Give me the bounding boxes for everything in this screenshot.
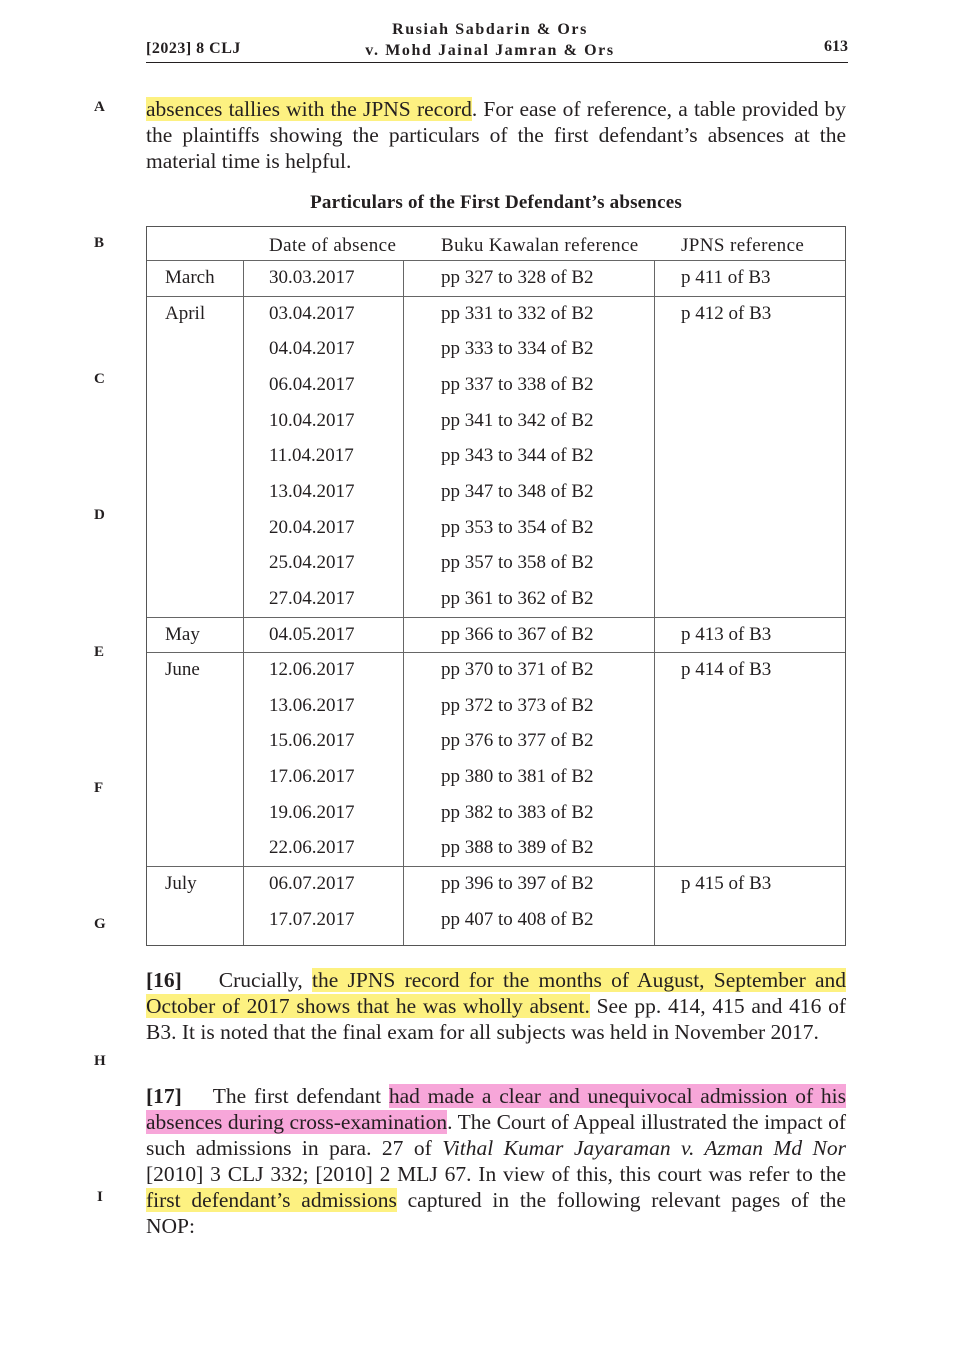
jpns-reference-cell: p 415 of B3 xyxy=(681,873,772,895)
jpns-reference-cell: p 413 of B3 xyxy=(681,623,772,645)
running-header-title-line-1: Rusiah Sabdarin & Ors xyxy=(392,21,588,38)
paragraph-text: captured in the following relevant pages of the NOP: xyxy=(146,1188,846,1238)
date-cell: 27.04.2017 xyxy=(269,587,355,609)
date-cell: 22.06.2017 xyxy=(269,837,355,859)
column-divider xyxy=(654,260,655,945)
buku-kawalan-cell: pp 353 to 354 of B2 xyxy=(441,516,594,538)
paragraph-number: [17] xyxy=(146,1084,182,1108)
paragraph-text: See pp. 414, 415 and 416 of B3. It is noted that the final exam for all subjects was held in November 2017. xyxy=(146,994,846,1044)
date-cell: 04.04.2017 xyxy=(269,338,355,360)
month-group-divider xyxy=(147,652,845,653)
jpns-reference-cell: p 414 of B3 xyxy=(681,659,772,681)
date-cell: 19.06.2017 xyxy=(269,801,355,823)
highlighted-text: the JPNS record for the months of August, September and October of 2017 shows that he was wholly absent. xyxy=(146,968,847,1018)
buku-kawalan-cell: pp 366 to 367 of B2 xyxy=(441,623,594,645)
margin-letter: D xyxy=(94,507,105,523)
column-header-buku-kawalan: Buku Kawalan reference xyxy=(441,235,639,256)
jpns-reference-cell: p 412 of B3 xyxy=(681,302,772,324)
buku-kawalan-cell: pp 396 to 397 of B2 xyxy=(441,873,594,895)
date-cell: 30.03.2017 xyxy=(269,267,355,288)
buku-kawalan-cell: pp 341 to 342 of B2 xyxy=(441,409,594,431)
month-cell: May xyxy=(165,623,200,645)
date-cell: 15.06.2017 xyxy=(269,730,355,752)
margin-letter: C xyxy=(94,371,105,387)
date-cell: 10.04.2017 xyxy=(269,409,355,431)
month-cell: July xyxy=(165,873,197,895)
date-cell: 03.04.2017 xyxy=(269,302,355,324)
date-cell: 20.04.2017 xyxy=(269,516,355,538)
case-name: Vithal Kumar Jayaraman v. Azman Md Nor xyxy=(442,1136,846,1160)
month-cell: June xyxy=(165,659,200,681)
paragraph-text: [2010] 3 CLJ 332; [2010] 2 MLJ 67. In view of this, this court was refer to the xyxy=(146,1162,846,1186)
month-cell: March xyxy=(165,267,215,288)
header-divider xyxy=(147,260,845,261)
margin-letter: A xyxy=(94,99,105,115)
month-group-divider xyxy=(147,296,845,297)
buku-kawalan-cell: pp 407 to 408 of B2 xyxy=(441,908,594,930)
jpns-reference-cell: p 411 of B3 xyxy=(681,267,771,288)
margin-letter: H xyxy=(94,1053,106,1069)
column-divider xyxy=(403,260,404,945)
date-cell: 06.07.2017 xyxy=(269,873,355,895)
intro-paragraph xyxy=(146,96,846,174)
paragraph-text: . The Court of Appeal illustrated the impact of such admissions in para. 27 of xyxy=(146,1110,846,1160)
highlighted-text: absences tallies with the JPNS record xyxy=(146,97,472,121)
absences-table xyxy=(146,226,846,946)
table-title: Particulars of the First Defendant’s absences xyxy=(310,192,682,213)
paragraph-17 xyxy=(146,1083,846,1239)
buku-kawalan-cell: pp 376 to 377 of B2 xyxy=(441,730,594,752)
running-header-title xyxy=(300,19,680,61)
running-header-title-line-2: v. Mohd Jainal Jamran & Ors xyxy=(365,42,615,59)
margin-letter: B xyxy=(94,235,105,251)
buku-kawalan-cell: pp 388 to 389 of B2 xyxy=(441,837,594,859)
date-cell: 17.06.2017 xyxy=(269,766,355,788)
paragraph-text: Crucially, xyxy=(218,968,313,992)
date-cell: 06.04.2017 xyxy=(269,373,355,395)
column-divider xyxy=(243,260,244,945)
month-cell: April xyxy=(165,302,206,324)
paragraph-number: [16] xyxy=(146,968,182,992)
running-header-citation: [2023] 8 CLJ xyxy=(146,40,241,57)
date-cell: 11.04.2017 xyxy=(269,445,354,467)
buku-kawalan-cell: pp 337 to 338 of B2 xyxy=(441,373,594,395)
buku-kawalan-cell: pp 370 to 371 of B2 xyxy=(441,659,594,681)
buku-kawalan-cell: pp 361 to 362 of B2 xyxy=(441,587,594,609)
date-cell: 04.05.2017 xyxy=(269,623,355,645)
buku-kawalan-cell: pp 333 to 334 of B2 xyxy=(441,338,594,360)
column-header-date: Date of absence xyxy=(269,235,397,256)
buku-kawalan-cell: pp 372 to 373 of B2 xyxy=(441,694,594,716)
date-cell: 17.07.2017 xyxy=(269,908,355,930)
buku-kawalan-cell: pp 347 to 348 of B2 xyxy=(441,480,594,502)
date-cell: 13.06.2017 xyxy=(269,694,355,716)
buku-kawalan-cell: pp 331 to 332 of B2 xyxy=(441,302,594,324)
buku-kawalan-cell: pp 382 to 383 of B2 xyxy=(441,801,594,823)
month-group-divider xyxy=(147,866,845,867)
date-cell: 25.04.2017 xyxy=(269,552,355,574)
margin-letter: G xyxy=(94,916,106,932)
date-cell: 12.06.2017 xyxy=(269,659,355,681)
paragraph-text: . For ease of reference, a table provided by the plaintiffs showing the particulars of the first defendant’s absences at the material time is helpful. xyxy=(146,97,847,173)
margin-letter: F xyxy=(94,780,104,796)
header-rule xyxy=(146,62,848,63)
buku-kawalan-cell: pp 343 to 344 of B2 xyxy=(441,445,594,467)
buku-kawalan-cell: pp 357 to 358 of B2 xyxy=(441,552,594,574)
buku-kawalan-cell: pp 327 to 328 of B2 xyxy=(441,267,594,288)
margin-letter: E xyxy=(94,644,105,660)
column-header-jpns: JPNS reference xyxy=(681,235,805,256)
paragraph-text: The first defendant xyxy=(212,1084,389,1108)
paragraph-16 xyxy=(146,967,846,1045)
date-cell: 13.04.2017 xyxy=(269,480,355,502)
page-number: 613 xyxy=(824,38,848,55)
buku-kawalan-cell: pp 380 to 381 of B2 xyxy=(441,766,594,788)
month-group-divider xyxy=(147,617,845,618)
highlighted-text-pink: had made a clear and unequivocal admission of his absences during cross-examination xyxy=(146,1084,846,1134)
margin-letter: I xyxy=(97,1189,103,1205)
highlighted-text: first defendant’s admissions xyxy=(146,1188,397,1212)
